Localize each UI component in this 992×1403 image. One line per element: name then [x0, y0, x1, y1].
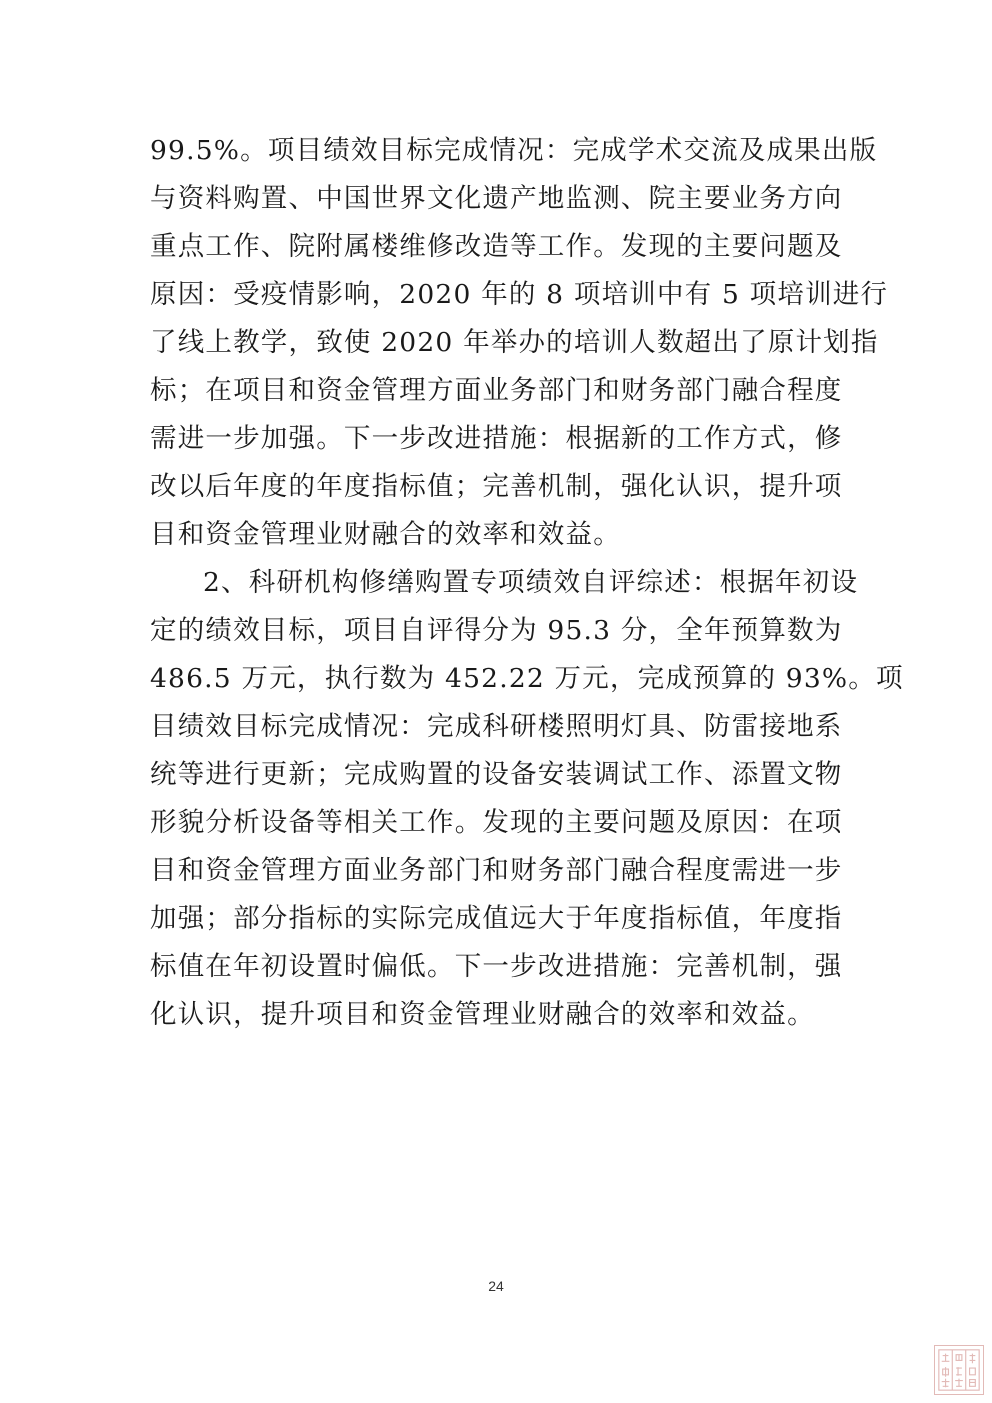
paragraph-1-line-2: 与资料购置、中国世界文化遗产地监测、院主要业务方向 — [150, 183, 843, 214]
paragraph-2-line-5: 统等进行更新；完成购置的设备安装调试工作、添置文物 — [150, 759, 843, 790]
seal-stamp-icon — [934, 1345, 984, 1395]
paragraph-2-line-6: 形貌分析设备等相关工作。发现的主要问题及原因：在项 — [150, 807, 843, 838]
paragraph-1-line-9: 目和资金管理业财融合的效率和效益。 — [150, 519, 621, 550]
paragraph-1-line-1: 99.5%。项目绩效目标完成情况：完成学术交流及成果出版 — [150, 135, 878, 166]
paragraph-2-line-7: 目和资金管理方面业务部门和财务部门融合程度需进一步 — [150, 855, 843, 886]
paragraph-1-line-5: 了线上教学，致使 2020 年举办的培训人数超出了原计划指 — [150, 327, 879, 358]
paragraph-1-line-7: 需进一步加强。下一步改进措施：根据新的工作方式，修 — [150, 423, 843, 454]
paragraph-2-line-8: 加强；部分指标的实际完成值远大于年度指标值，年度指 — [150, 903, 843, 934]
paragraph-1-line-3: 重点工作、院附属楼维修改造等工作。发现的主要问题及 — [150, 231, 843, 262]
paragraph-2-line-3: 486.5 万元，执行数为 452.22 万元，完成预算的 93%。项 — [150, 663, 904, 694]
paragraph-1-line-8: 改以后年度的年度指标值；完善机制，强化认识，提升项 — [150, 471, 843, 502]
paragraph-2-line-9: 标值在年初设置时偏低。下一步改进措施：完善机制，强 — [150, 951, 843, 982]
paragraph-1-line-4: 原因：受疫情影响，2020 年的 8 项培训中有 5 项培训进行 — [150, 279, 889, 310]
paragraph-2-line-10: 化认识，提升项目和资金管理业财融合的效率和效益。 — [150, 999, 815, 1030]
paragraph-2-line-2: 定的绩效目标，项目自评得分为 95.3 分，全年预算数为 — [150, 615, 843, 646]
paragraph-2-line-1: 2、科研机构修缮购置专项绩效自评综述：根据年初设 — [203, 567, 859, 598]
page-number: 24 — [488, 1278, 504, 1294]
paragraph-2-line-4: 目绩效目标完成情况：完成科研楼照明灯具、防雷接地系 — [150, 711, 843, 742]
paragraph-1-line-6: 标；在项目和资金管理方面业务部门和财务部门融合程度 — [150, 375, 843, 406]
